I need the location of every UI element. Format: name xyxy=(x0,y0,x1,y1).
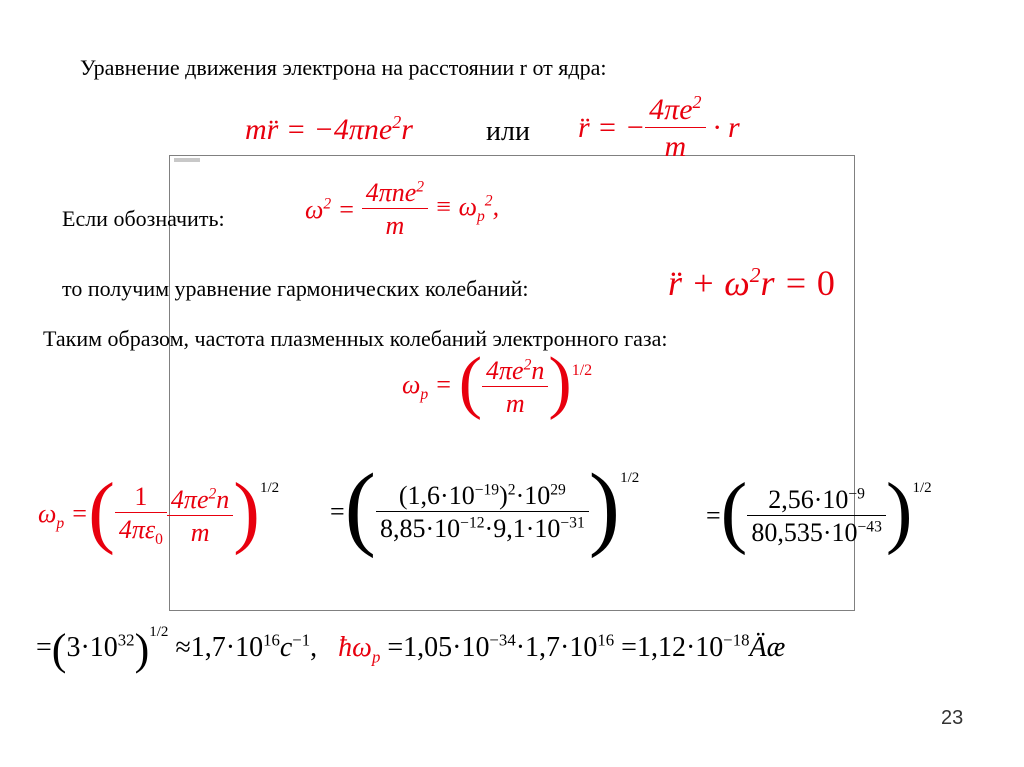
equation-numeric-step2: =( $\frac{(1,6\cdot 10^{-19})^2\cdot 10^{29}}{8,85\cdot 10^{-12}\cdot 9,1\cdot 10^{-31}}$ )1/2 xyxy=(330,455,640,559)
equation-harmonic: r̈ + $\omega^2r = 0$ xyxy=(668,263,835,303)
heading-text: Уравнение движения электрона на расстоянии r от ядра: xyxy=(80,55,607,80)
harmonic-label: то получим уравнение гармонических колебаний: xyxy=(62,276,529,301)
or-word: или xyxy=(486,116,530,147)
equation-final-result: $=(3\cdot 10^{32})^{1/2} \approx 1,7\cdot 10^{16}c^{-1}$, $ħ\omega_p =1,05\cdot 10^{-34}\cdot 1,7\cdot 10^{16}$ $=1,12\cdot 10^{-18}Äæ$ xyxy=(36,624,786,674)
equation-omega-definition: $\omega^2$ = $\frac{4\pi ne^2}{m}$ ≡ $\omega_p^2$, xyxy=(305,178,500,240)
equation-plasma-frequency: $\omega_p$ = ( $\frac{4\pi e^2n}{m}$ )1/2 xyxy=(402,343,593,421)
equation-numeric-evaluation: $\omega_p$ =( $\frac{1}{4\pi\varepsilon_0}$ $\frac{4\pi e^2n}{m}$ )1/2 xyxy=(38,468,280,556)
equation-acceleration: r̈ = − $\frac{4\pi e^2}{m}$ · r xyxy=(578,92,740,163)
denote-label: Если обозначить: xyxy=(62,206,225,231)
conclusion-text: Таким образом, частота плазменных колебаний электронного газа: xyxy=(43,326,668,351)
equation-motion: mr̈ = −4πne$^2$r xyxy=(245,112,413,146)
page-number: 23 xyxy=(941,707,964,729)
frame-caption-stub xyxy=(174,158,200,162)
equation-numeric-step3: =( $\frac{2,56\cdot 10^{-9}}{80,535\cdot 10^{-43}}$ )1/2 xyxy=(706,468,932,556)
